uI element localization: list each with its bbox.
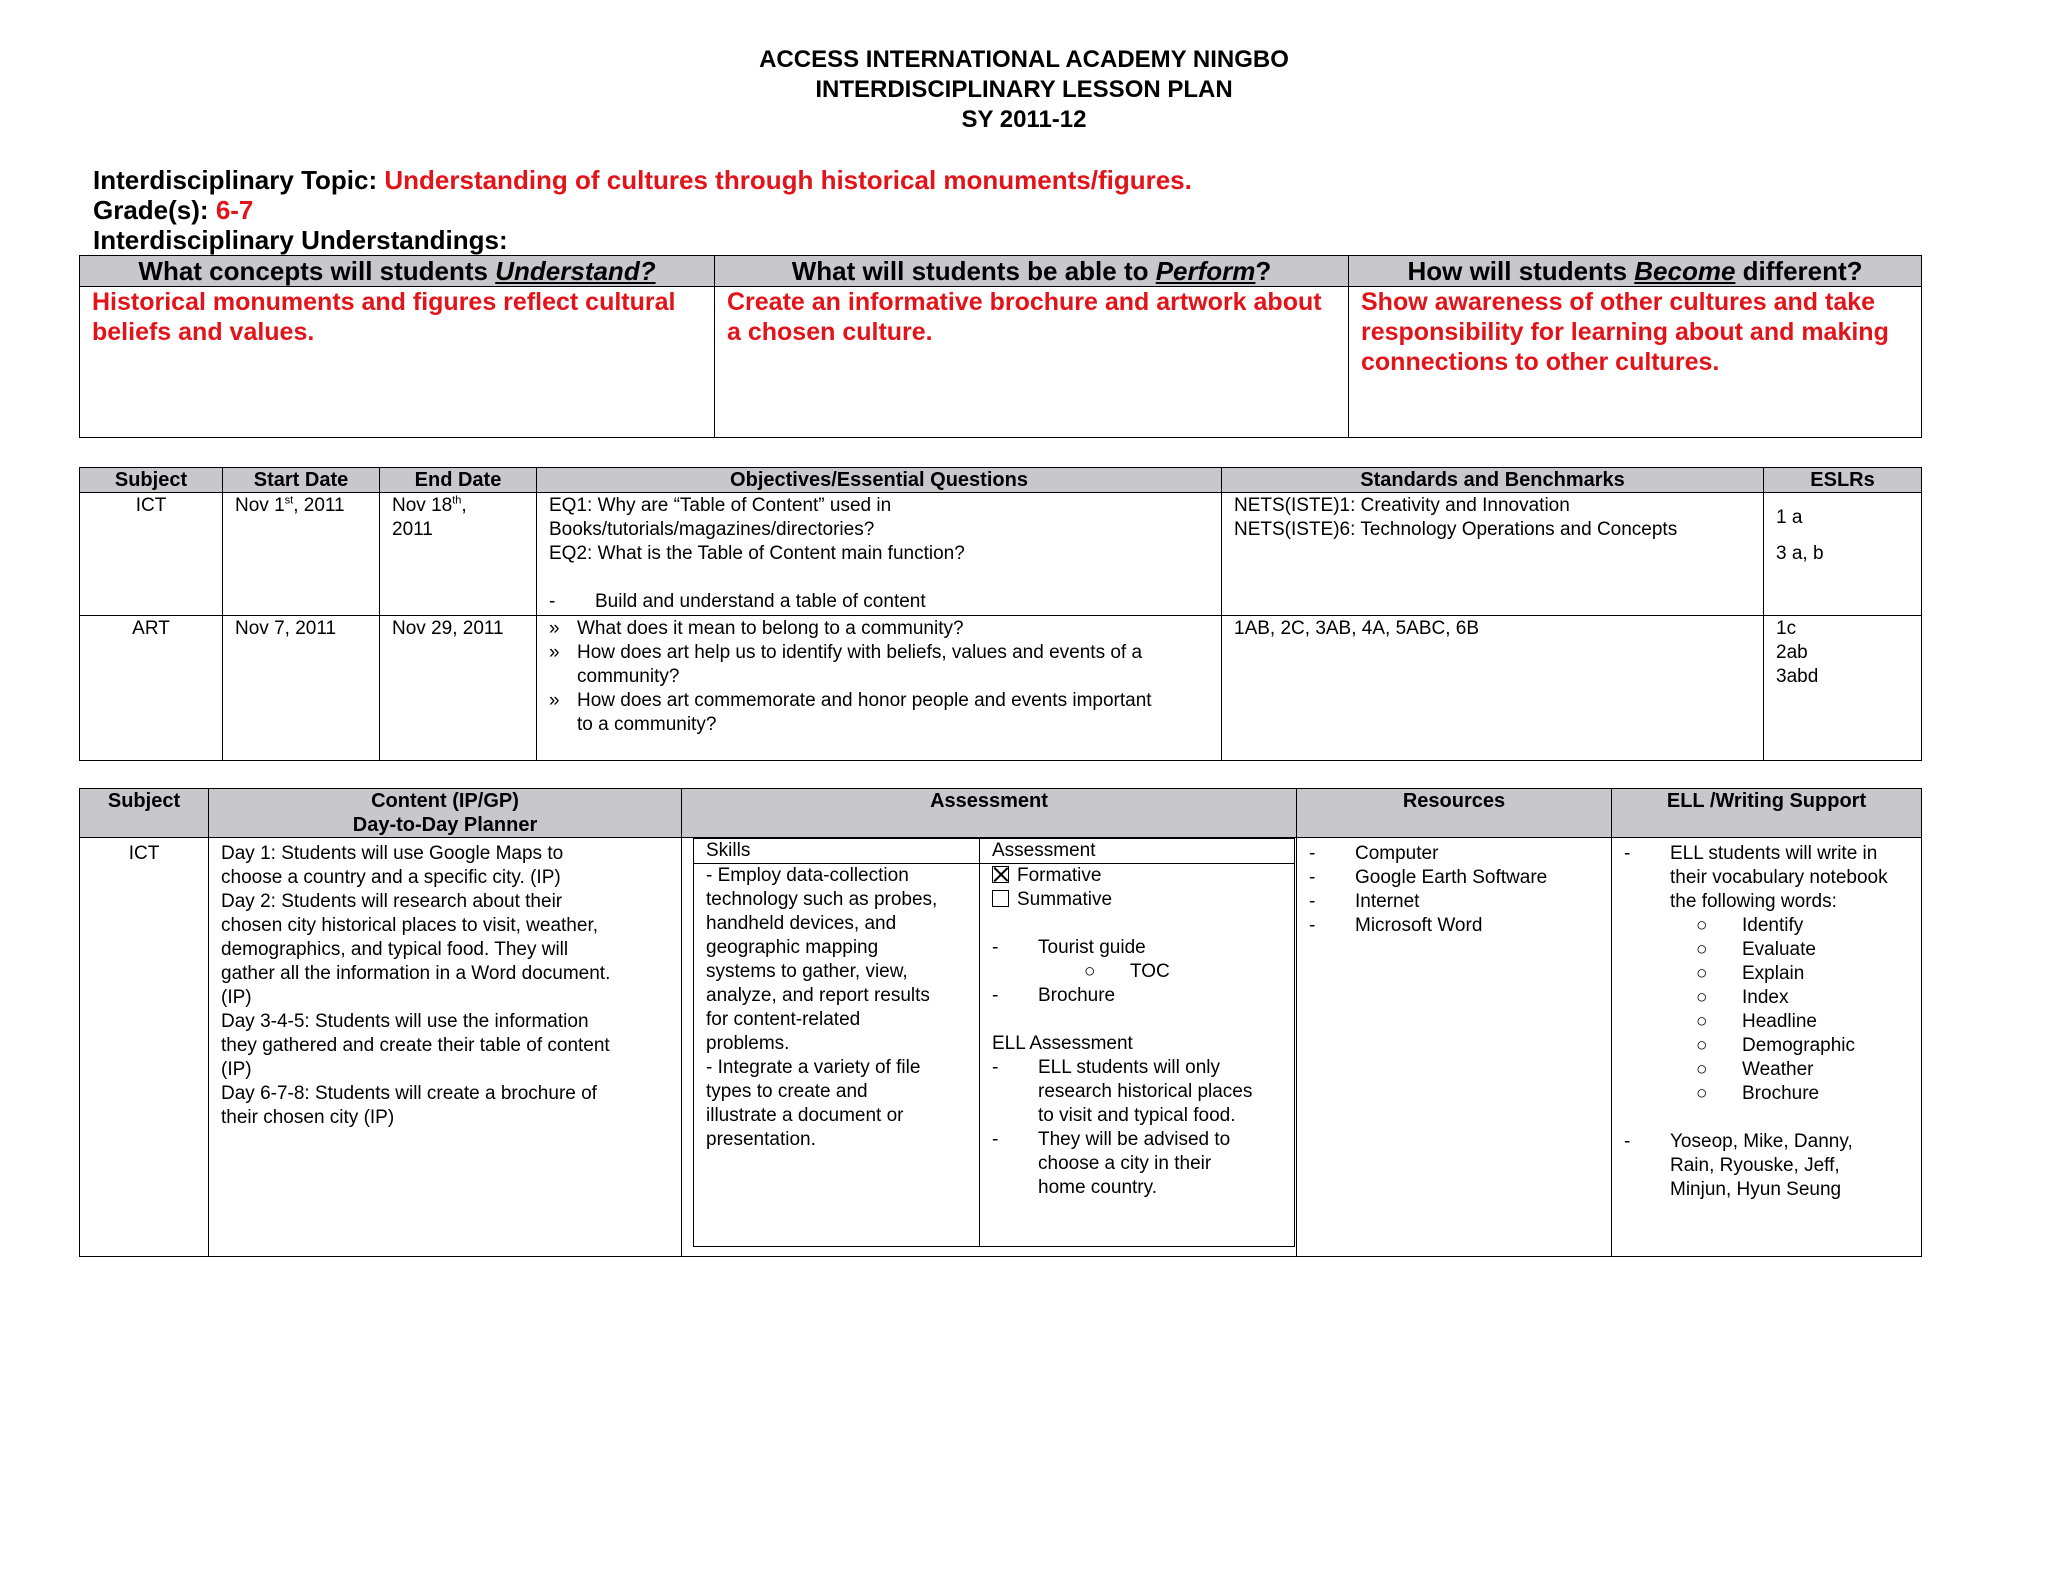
list-item: - Microsoft Word <box>1309 915 1483 936</box>
perform-value: Create an informative brochure and artwork about a chosen culture. <box>715 287 1349 438</box>
start-date-header: Start Date <box>223 468 380 493</box>
become-value: Show awareness of other cultures and take responsibility for learning about and making connections to other cultures. <box>1349 287 1922 438</box>
art-start-date: Nov 7, 2011 <box>223 616 380 761</box>
objectives-header: Objectives/Essential Questions <box>537 468 1222 493</box>
content-planner: Day 1: Students will use Google Maps to choose a country and a specific city. (IP) Day 2: Students will research about their chosen city historical places to visit, weather, demographics, and typical food. They will gather all the information in a Word document. (IP) Day 3-4-5: Students will use the information they gathered and create their table of content (IP) Day 6-7-8: Students will create a brochure of their chosen city (IP) <box>209 838 682 1257</box>
subject-header: Subject <box>80 468 223 493</box>
list-item: - Google Earth Software <box>1309 867 1548 888</box>
art-end-date: Nov 29, 2011 <box>380 616 537 761</box>
ict-eslrs: 1 a 3 a, b <box>1764 493 1922 616</box>
art-subject: ART <box>80 616 223 761</box>
ell-support: - ELL students will write in their vocabulary notebook the following words: ○ Identify ○ Evaluate ○ Explain ○ Index ○ Headline ○ Demographic ○ Weather ○ Brochure - Yoseop, Mike, Danny, Rain, Ryouske, Jeff, Minjun, Hyun Seung <box>1612 838 1922 1257</box>
list-item: ○ Demographic <box>1696 1035 1855 1056</box>
table-row <box>80 493 1922 616</box>
become-header: How will students Become different? <box>1349 256 1922 287</box>
list-item: - Computer <box>1309 843 1439 864</box>
ict-end-date: Nov 18th, 2011 <box>380 493 537 616</box>
assessment-cell <box>682 838 1297 1257</box>
list-item: ○ Weather <box>1696 1059 1814 1080</box>
resources-header: Resources <box>1297 789 1612 838</box>
skills-list: - Employ data-collection technology such as probes, handheld devices, and geographic mapping systems to gather, view, analyze, and report results for content-related problems. - Integrate a variety of file types to create and illustrate a document or presentation. <box>694 864 980 1247</box>
ict-objectives: EQ1: Why are “Table of Content” used in Books/tutorials/magazines/directories? EQ2: What is the Table of Content main function? - Build and understand a table of content <box>537 493 1222 616</box>
understandings-label: Interdisciplinary Understandings: <box>93 225 508 255</box>
art-objectives: » What does it mean to belong to a community? » How does art help us to identify with beliefs, values and events of a community? » How does art commemorate and honor people and events important to a community? <box>537 616 1222 761</box>
list-item: ○ Brochure <box>1696 1083 1820 1104</box>
assessment-list: Formative Summative - Tourist guide ○ TOC - Brochure ELL Assessment - ELL students will only research historical places to visit and typical food. - They will be advised to choose a city in their home country. <box>980 864 1295 1247</box>
table-row <box>80 616 1922 761</box>
list-item: ○ Headline <box>1696 1011 1817 1032</box>
ict-start-date: Nov 1st, 2011 <box>223 493 380 616</box>
content-header: Content (IP/GP) Day-to-Day Planner <box>209 789 682 838</box>
understand-value: Historical monuments and figures reflect cultural beliefs and values. <box>80 287 715 438</box>
list-item: ○ Explain <box>1696 963 1805 984</box>
grade-label: Grade(s): <box>93 195 209 225</box>
ict-standards: NETS(ISTE)1: Creativity and Innovation NETS(ISTE)6: Technology Operations and Concepts <box>1222 493 1764 616</box>
assessment-inner-table <box>693 838 1295 1247</box>
document-title: INTERDISCIPLINARY LESSON PLAN <box>815 76 1233 103</box>
ict-subject: ICT <box>80 493 223 616</box>
assessment-header: Assessment <box>682 789 1297 838</box>
art-eslrs: 1c 2ab 3abd <box>1764 616 1922 761</box>
ell-support-header: ELL /Writing Support <box>1612 789 1922 838</box>
list-item: - Internet <box>1309 891 1420 912</box>
planner-subject: ICT <box>80 838 209 1257</box>
list-item: ○ Index <box>1696 987 1789 1008</box>
objectives-table <box>79 467 1922 761</box>
end-date-header: End Date <box>380 468 537 493</box>
assessment-subheader: Assessment <box>980 839 1295 864</box>
topic-line <box>93 165 1192 195</box>
school-year: SY 2011-12 <box>961 106 1087 133</box>
eslrs-header: ESLRs <box>1764 468 1922 493</box>
standards-header: Standards and Benchmarks <box>1222 468 1764 493</box>
topic-label: Interdisciplinary Topic: <box>93 165 378 195</box>
understandings-table <box>79 255 1922 438</box>
grade-value: 6-7 <box>215 195 254 225</box>
list-item: ○ Identify <box>1696 915 1804 936</box>
resources-list <box>1297 838 1612 1257</box>
understand-header: What concepts will students Understand? <box>80 256 715 287</box>
list-item: ○ Evaluate <box>1696 939 1816 960</box>
grade-line <box>93 195 253 225</box>
table-row <box>80 838 1922 1257</box>
planner-subject-header: Subject <box>80 789 209 838</box>
planner-table <box>79 788 1922 1257</box>
perform-header: What will students be able to Perform? <box>715 256 1349 287</box>
skills-header: Skills <box>694 839 980 864</box>
school-name: ACCESS INTERNATIONAL ACADEMY NINGBO <box>759 46 1289 73</box>
summative-checkbox[interactable] <box>992 890 1009 907</box>
topic-value: Understanding of cultures through historical monuments/figures. <box>384 165 1192 195</box>
art-standards: 1AB, 2C, 3AB, 4A, 5ABC, 6B <box>1222 616 1764 761</box>
formative-checkbox[interactable] <box>992 866 1009 883</box>
